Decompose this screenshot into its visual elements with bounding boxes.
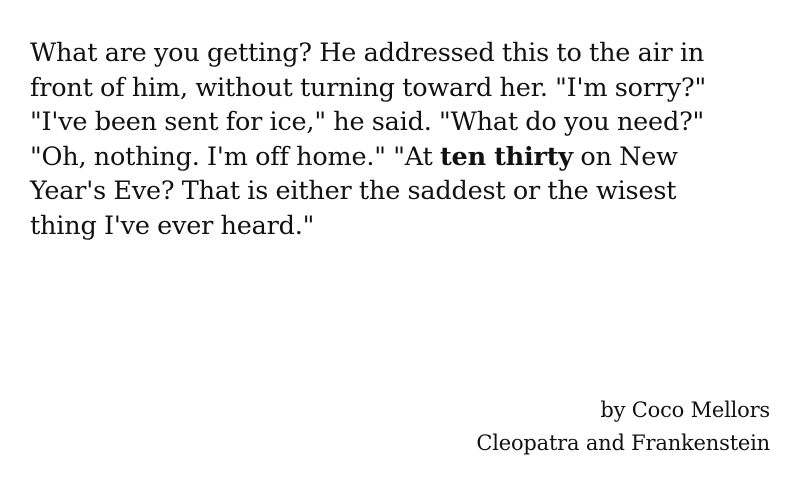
quote-line: front of him, without turning toward her. "I'm sorry?"	[30, 72, 706, 103]
book-title: Cleopatra and Frankenstein	[476, 431, 770, 455]
attribution	[476, 394, 770, 460]
highlighted-phrase: ten thirty	[439, 141, 573, 172]
quote-line: "I've been sent for ice," he said. "What do you need?"	[30, 107, 705, 138]
quote-text	[30, 36, 775, 244]
quote-line	[30, 140, 775, 175]
author-name: by Coco Mellors	[600, 398, 770, 422]
quote-line: Year's Eve? That is either the saddest or the wisest	[30, 176, 677, 207]
quote-segment: "Oh, nothing. I'm off home." "At	[30, 141, 440, 172]
quote-line: thing I've ever heard."	[30, 210, 315, 241]
quote-segment: on New	[572, 141, 678, 172]
quote-line: What are you getting? He addressed this to the air in	[30, 38, 705, 68]
